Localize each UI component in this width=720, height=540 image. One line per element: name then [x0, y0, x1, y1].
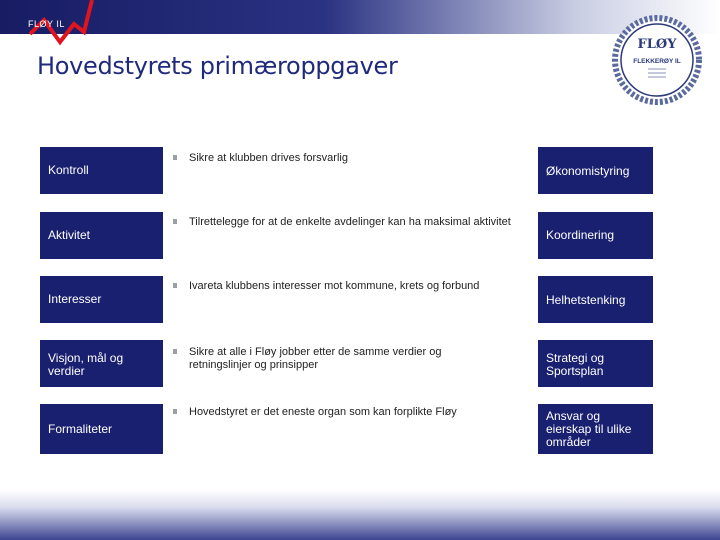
left-box-kontroll — [40, 147, 163, 194]
bullet-item — [173, 216, 518, 229]
left-box-label: Kontroll — [48, 163, 89, 177]
bullet-text: Sikre at klubben drives forsvarlig — [189, 152, 348, 164]
right-box-okonomistyring — [538, 147, 653, 194]
right-box-ansvar — [538, 404, 653, 454]
left-box-label: Aktivitet — [48, 228, 91, 242]
left-box-label: Formaliteter — [48, 422, 113, 436]
page-title: Hovedstyrets primæroppgaver — [37, 52, 398, 80]
right-box-helhetstenking — [538, 276, 653, 323]
right-box-label: Helhetstenking — [546, 293, 626, 307]
left-box-label: Visjon, mål og verdier — [48, 351, 124, 378]
right-box-label: Ansvar og eierskap til ulike områder — [546, 409, 632, 449]
club-crest-icon — [612, 14, 702, 106]
bullet-icon — [173, 283, 177, 288]
bullet-text: Hovedstyret er det eneste organ som kan forplikte Fløy — [189, 406, 457, 418]
right-box-label: Koordinering — [546, 228, 615, 242]
crest-name: FLØY — [637, 37, 677, 52]
bullet-icon — [173, 219, 177, 224]
left-box-aktivitet — [40, 212, 163, 259]
bullet-item — [173, 406, 518, 419]
right-box-label: Strategi og Sportsplan — [546, 351, 605, 378]
footer-gradient — [0, 490, 720, 540]
crest-subtitle: FLEKKERØY IL — [633, 58, 681, 65]
right-box-koordinering — [538, 212, 653, 259]
bullet-text: Tilrettelegge for at de enkelte avdelinger kan ha maksimal aktivitet — [189, 216, 511, 228]
bullet-item — [173, 152, 518, 165]
bullet-icon — [173, 349, 177, 354]
left-box-label: Interesser — [48, 292, 102, 306]
bullet-item — [173, 346, 518, 372]
bullet-item — [173, 280, 518, 293]
bullet-icon — [173, 409, 177, 414]
left-box-interesser — [40, 276, 163, 323]
bullet-text: Ivareta klubbens interesser mot kommune, krets og forbund — [189, 280, 480, 292]
right-box-label: Økonomistyring — [546, 164, 630, 178]
right-box-strategi — [538, 340, 653, 387]
bullet-text: Sikre at alle i Fløy jobber etter de samme verdier og retningslinjer og prinsipper — [189, 346, 442, 371]
bullet-icon — [173, 155, 177, 160]
left-box-visjon — [40, 340, 163, 387]
left-box-formaliteter — [40, 404, 163, 454]
brand-label: FLØY IL — [28, 19, 65, 29]
